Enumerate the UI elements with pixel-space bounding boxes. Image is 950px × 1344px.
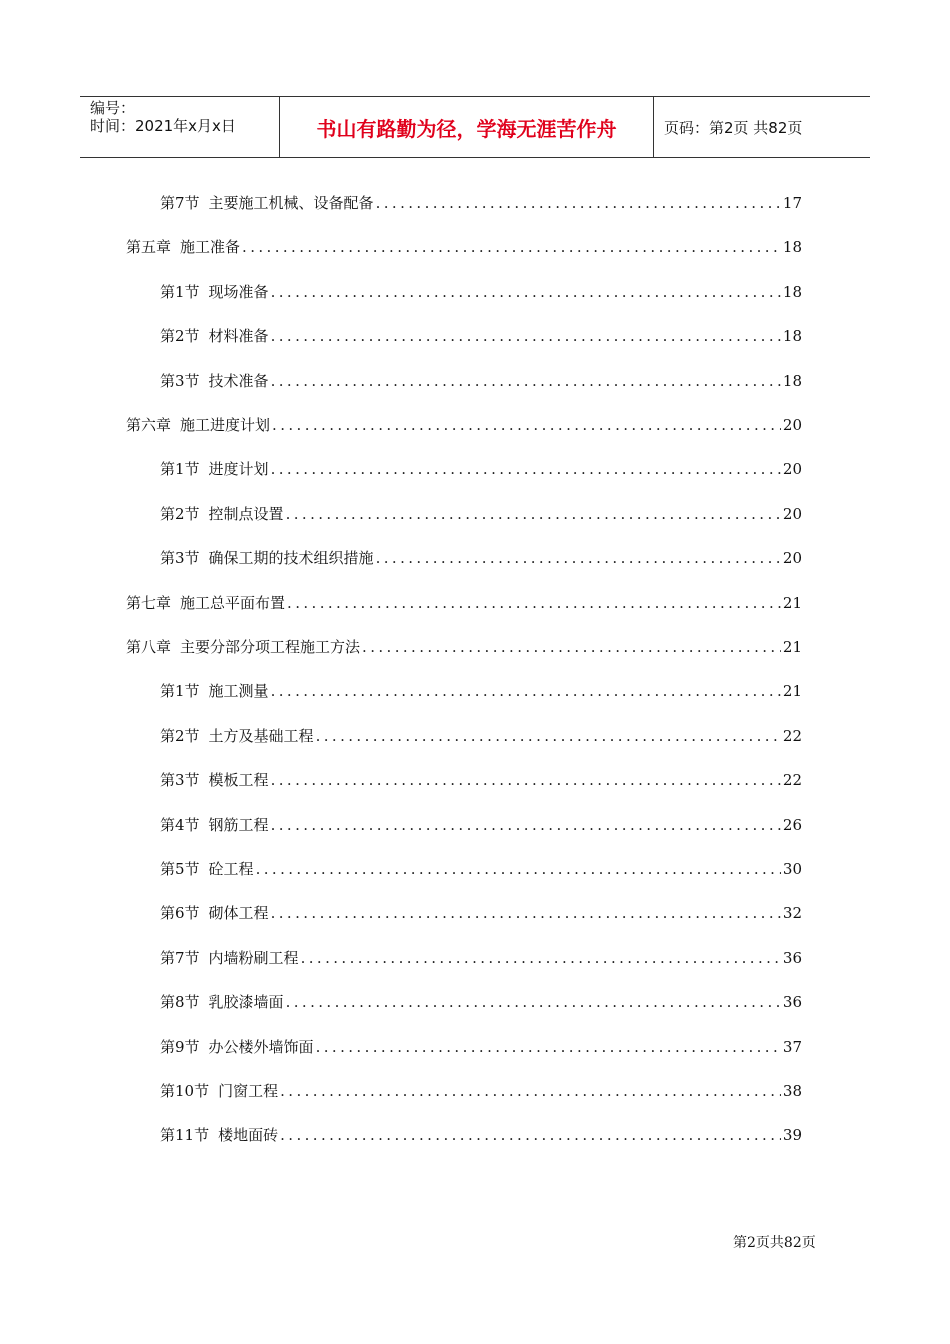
toc-entry[interactable] bbox=[160, 858, 802, 880]
toc-entry[interactable] bbox=[126, 414, 802, 436]
toc-entry-page: 20 bbox=[782, 460, 802, 479]
toc-entry[interactable] bbox=[160, 547, 802, 569]
toc-entry-page: 36 bbox=[782, 993, 802, 1012]
toc-entry-page: 17 bbox=[782, 194, 802, 212]
toc-entry-title: 施工总平面布置 bbox=[180, 593, 286, 612]
toc-entry-title: 现场准备 bbox=[208, 282, 269, 301]
toc-leader-dots bbox=[271, 370, 781, 392]
toc-entry[interactable] bbox=[160, 192, 802, 214]
toc-entry-page: 20 bbox=[782, 504, 802, 523]
toc-entry-number: 第1节 bbox=[160, 460, 200, 479]
page-header bbox=[80, 96, 870, 158]
toc-entry-title: 土方及基础工程 bbox=[208, 726, 314, 745]
toc-leader-dots bbox=[271, 902, 781, 924]
toc-leader-dots bbox=[271, 680, 781, 702]
toc-entry-number: 第6节 bbox=[160, 904, 200, 923]
toc-entry-number: 第1节 bbox=[160, 282, 200, 301]
toc-entry-title: 主要分部分项工程施工方法 bbox=[180, 638, 361, 656]
toc-entry-number: 第11节 bbox=[160, 1126, 210, 1145]
header-page-info: 页码：第2页 共82页 bbox=[664, 118, 803, 137]
toc-entry-title: 主要施工机械、设备配备 bbox=[208, 194, 374, 212]
toc-leader-dots bbox=[286, 991, 781, 1013]
toc-entry[interactable] bbox=[160, 902, 802, 924]
toc-entry-page: 22 bbox=[782, 771, 802, 790]
toc-entry[interactable] bbox=[160, 1124, 802, 1146]
toc-entry-page: 20 bbox=[782, 549, 802, 568]
toc-entry-title: 砼工程 bbox=[208, 860, 254, 878]
toc-entry-number: 第五章 bbox=[126, 238, 172, 257]
toc-entry[interactable] bbox=[126, 236, 802, 258]
toc-leader-dots bbox=[272, 414, 781, 436]
toc-entry-title: 材料准备 bbox=[208, 327, 269, 346]
document-date: 时间：2021年x月x日 bbox=[90, 117, 236, 135]
toc-entry[interactable] bbox=[160, 503, 802, 525]
toc-entry[interactable] bbox=[126, 636, 802, 658]
toc-entry-title: 确保工期的技术组织措施 bbox=[208, 549, 374, 568]
toc-entry-number: 第3节 bbox=[160, 549, 200, 568]
toc-entry-number: 第5节 bbox=[160, 860, 200, 878]
toc-entry-page: 18 bbox=[782, 282, 802, 301]
toc-leader-dots bbox=[376, 547, 781, 569]
toc-leader-dots bbox=[316, 725, 781, 747]
toc-entry-title: 施工测量 bbox=[208, 682, 269, 701]
toc-entry-page: 39 bbox=[782, 1126, 802, 1145]
toc-entry-title: 进度计划 bbox=[208, 460, 269, 479]
toc-entry-title: 门窗工程 bbox=[218, 1082, 279, 1100]
toc-entry-number: 第六章 bbox=[126, 416, 172, 434]
toc-entry-number: 第10节 bbox=[160, 1082, 210, 1100]
toc-entry[interactable] bbox=[160, 769, 802, 791]
header-meta bbox=[80, 97, 280, 157]
toc-entry[interactable] bbox=[160, 1080, 802, 1102]
toc-entry-title: 技术准备 bbox=[208, 371, 269, 390]
toc-entry[interactable] bbox=[160, 991, 802, 1013]
toc-entry-title: 楼地面砖 bbox=[218, 1126, 279, 1145]
toc-entry[interactable] bbox=[126, 592, 802, 614]
toc-entry-number: 第八章 bbox=[126, 638, 172, 656]
toc-entry-page: 32 bbox=[782, 904, 802, 923]
toc-entry-page: 18 bbox=[782, 371, 802, 390]
toc-entry-page: 20 bbox=[782, 416, 802, 434]
toc-entry-number: 第7节 bbox=[160, 948, 200, 967]
toc-leader-dots bbox=[271, 769, 781, 791]
toc-entry-title: 施工准备 bbox=[180, 238, 241, 257]
toc-leader-dots bbox=[287, 592, 781, 614]
toc-entry-page: 36 bbox=[782, 948, 802, 967]
toc-entry-title: 砌体工程 bbox=[208, 904, 269, 923]
toc-leader-dots bbox=[280, 1124, 781, 1146]
toc-leader-dots bbox=[242, 236, 781, 258]
toc-leader-dots bbox=[286, 503, 781, 525]
toc-entry-page: 26 bbox=[782, 815, 802, 834]
toc-entry-page: 38 bbox=[782, 1082, 802, 1100]
toc-entry-title: 办公楼外墙饰面 bbox=[208, 1037, 314, 1056]
toc-entry-title: 模板工程 bbox=[208, 771, 269, 790]
document-number-label: 编号： bbox=[90, 99, 136, 117]
toc-leader-dots bbox=[376, 192, 781, 214]
toc-entry[interactable] bbox=[160, 725, 802, 747]
toc-entry-title: 钢筋工程 bbox=[208, 815, 269, 834]
toc-entry-title: 内墙粉刷工程 bbox=[208, 948, 299, 967]
toc-entry-page: 37 bbox=[782, 1037, 802, 1056]
toc-entry[interactable] bbox=[160, 814, 802, 836]
toc-entry-page: 18 bbox=[782, 327, 802, 346]
toc-entry-page: 21 bbox=[782, 682, 802, 701]
header-motto: 书山有路勤为径，学海无涯苦作舟 bbox=[280, 97, 654, 157]
toc-entry-number: 第1节 bbox=[160, 682, 200, 701]
toc-leader-dots bbox=[301, 947, 781, 969]
toc-entry[interactable] bbox=[160, 947, 802, 969]
toc-entry-page: 21 bbox=[782, 593, 802, 612]
toc-entry-number: 第3节 bbox=[160, 371, 200, 390]
toc-entry-number: 第2节 bbox=[160, 726, 200, 745]
toc-entry[interactable] bbox=[160, 680, 802, 702]
toc-entry-number: 第七章 bbox=[126, 593, 172, 612]
toc-entry-number: 第2节 bbox=[160, 504, 200, 523]
toc-leader-dots bbox=[316, 1036, 781, 1058]
toc-leader-dots bbox=[271, 814, 781, 836]
toc-entry[interactable] bbox=[160, 458, 802, 480]
toc-entry-number: 第8节 bbox=[160, 993, 200, 1012]
toc-entry-page: 22 bbox=[782, 726, 802, 745]
toc-leader-dots bbox=[271, 325, 781, 347]
toc-entry-number: 第9节 bbox=[160, 1037, 200, 1056]
toc-entry-page: 21 bbox=[782, 638, 802, 656]
toc-entry-number: 第2节 bbox=[160, 327, 200, 346]
toc-entry-title: 施工进度计划 bbox=[180, 416, 271, 434]
toc-entry[interactable] bbox=[160, 325, 802, 347]
toc-entry-title: 控制点设置 bbox=[208, 504, 284, 523]
toc-leader-dots bbox=[280, 1080, 781, 1102]
footer-page-number: 第2页共82页 bbox=[733, 1235, 816, 1251]
toc-leader-dots bbox=[271, 281, 781, 303]
toc-entry-number: 第4节 bbox=[160, 815, 200, 834]
toc-entry-page: 18 bbox=[782, 238, 802, 257]
toc-entry-page: 30 bbox=[782, 860, 802, 878]
toc-leader-dots bbox=[256, 858, 781, 880]
toc-entry-number: 第3节 bbox=[160, 771, 200, 790]
toc-leader-dots bbox=[271, 458, 781, 480]
toc-entry[interactable] bbox=[160, 370, 802, 392]
toc-entry[interactable] bbox=[160, 1036, 802, 1058]
toc-entry[interactable] bbox=[160, 281, 802, 303]
toc-leader-dots bbox=[362, 636, 781, 658]
toc-entry-number: 第7节 bbox=[160, 194, 200, 212]
toc-entry-title: 乳胶漆墙面 bbox=[208, 993, 284, 1012]
